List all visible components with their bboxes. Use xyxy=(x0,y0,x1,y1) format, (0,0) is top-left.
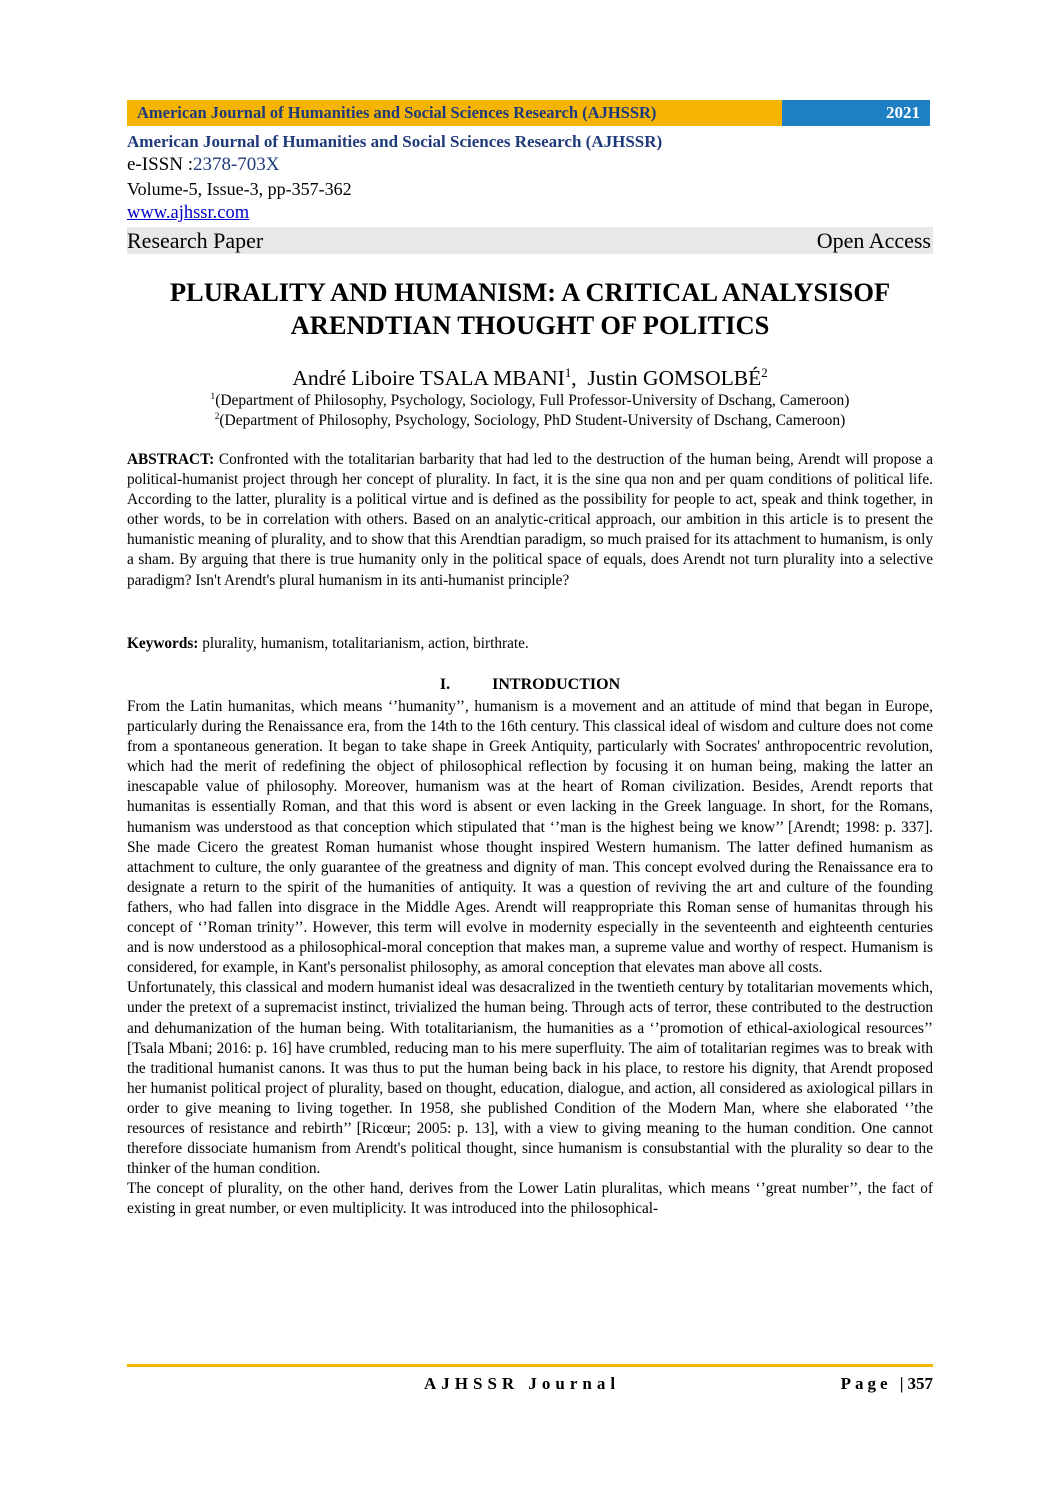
affiliation-2 xyxy=(90,408,970,430)
author-separator: , xyxy=(571,366,588,391)
title-line-2: ARENDTIAN THOUGHT OF POLITICS xyxy=(290,310,770,340)
intro-paragraph-1: From the Latin humanitas, which means ‘’humanity’’, humanism is a movement and an attitude of mind that began in Europe, particularly during the Renaissance era, from the 14th to the 16th century. This classical ideal of wisdom and culture does not come from a spontaneous generation. It began to take shape in Greek Antiquity, particularly with Socrates' anthropocentric revolution, which had the merit of redefining the object of philosophical reflection by focusing it on human being, making the latter an inescapable value of philosophy. Moreover, humanism was at the heart of Roman civilization. Besides, Arendt reports that humanitas is essentially Roman, and that this word is absent or even lacking in the Greek language. In short, for the Romans, humanism was understood as that conception which stipulated that ‘’man is the highest being we know’’ [Arendt; 1998: p. 337]. She made Cicero the greatest Roman humanist whose thought inspired Western humanism. The latter defined humanism as attachment to culture, the only guarantee of the greatness and dignity of man. This concept evolved during the Renaissance era to designate a return to the spirit of the humanities of antiquity. It was a question of reviving the art and culture of the founding fathers, who had fallen into disgrace in the Middle Ages. Arendt will reappropriate this Roman sense of humanitas through his concept of ‘’Roman trinity’’. However, this term will evolve in modernity especially in the seventeenth and eighteenth centuries and is now understood as a philosophical-moral conception that makes man, a supreme value and worthy of respect. Humanism is considered, for example, in Kant's personalist philosophy, as amoral conception that elevates man above all costs. xyxy=(127,698,933,977)
journal-website-link[interactable]: www.ajhssr.com xyxy=(127,203,250,223)
issn xyxy=(127,153,933,177)
title-line-1: PLURALITY AND HUMANISM: A CRITICAL ANALYSISOF xyxy=(169,277,891,307)
journal-name: American Journal of Humanities and Social Sciences Research (AJHSSR) xyxy=(127,132,663,151)
affiliation-2-text: (Department of Philosophy, Psychology, Sociology, PhD Student-University of Dschang, Cameroon) xyxy=(219,412,846,430)
abstract-text: Confronted with the totalitarian barbarity that had led to the destruction of the human being, Arendt will propose a political-humanist project through her concept of plurality. In fact, it is the sine qua non and per quam conditions of political life. According to the latter, plurality is a political virtue and is defined as the possibility for people to act, speak and think together, in other words, to be in correlation with others. Based on an analytic-critical approach, our ambition in this article is to present the humanistic meaning of plurality, and to show that this Arendtian paradigm, so much praised for its attachment to humanism, is only a sham. By arguing that there is true humanity only in the political space of equals, does Arendt not turn plurality into a selective paradigm? Isn't Arendt's plural humanism in its anti-humanist principle? xyxy=(127,451,933,589)
issn-value: 2378-703X xyxy=(192,154,280,175)
footer-page-number: 357 xyxy=(907,1374,933,1393)
article-title xyxy=(90,276,970,342)
keywords-label: Keywords: xyxy=(127,635,199,652)
volume-issue: Volume-5, Issue-3, pp-357-362 xyxy=(127,179,352,199)
author-2: Justin GOMSOLBÉ xyxy=(587,366,762,391)
section-heading xyxy=(127,675,933,695)
author-1-sup: 1 xyxy=(564,366,572,380)
footer-page xyxy=(841,1372,933,1396)
keywords-text: plurality, humanism, totalitarianism, action, birthrate. xyxy=(198,635,529,652)
section-number: I. xyxy=(439,676,451,693)
access-type: Open Access xyxy=(816,227,931,253)
footer-divider xyxy=(127,1364,933,1367)
abstract xyxy=(127,450,933,591)
intro-paragraph-2: Unfortunately, this classical and modern humanist ideal was desacralized in the twentieth century by totalitarian movements which, under the pretext of a supremacist instinct, trivialized the human being. Through acts of terror, these contributed to the destruction and dehumanization of the human being. With totalitarianism, the humanities as a ‘’promotion of ethical-axiological resources’’ [Tsala Mbani; 2016: p. 16] have crumbled, reducing man to his mere superfluity. The aim of totalitarian regimes was to break with the traditional humanist canons. It was thus to put the human being back in his place, to restore his dignity, that Arendt proposed her humanist political project of plurality, based on thought, education, dialogue, and action, all considered as axiological pillars in order to give meaning to living together. In 1958, she published Condition of the Modern Man, where she elaborated ‘’the resources of resistance and rebirth’’ [Ricœur; 2005: p. 13], with a view to giving meaning to the human condition. One cannot therefore dissociate humanism from Arendt's political thought, since humanism is consubstantial with the plurality so dear to the thinker of the human condition. xyxy=(127,979,933,1178)
banner-journal-name: American Journal of Humanities and Social Sciences Research (AJHSSR) xyxy=(127,100,782,126)
author-1: André Liboire TSALA MBANI xyxy=(292,366,565,391)
intro-paragraph-3: The concept of plurality, on the other hand, derives from the Lower Latin pluralitas, which means ‘’great number’’, the fact of existing in great number, or even multiplicity. It was introduced into the philosophical- xyxy=(127,1180,933,1218)
affiliation-1-sup: 1 xyxy=(210,392,216,402)
keywords xyxy=(127,634,933,654)
affiliation-1-text: (Department of Philosophy, Psychology, Sociology, Full Professor-University of Dschang, Cameroon) xyxy=(215,392,850,410)
header-banner xyxy=(127,100,930,126)
introduction-body xyxy=(127,697,933,1219)
author-2-sup: 2 xyxy=(761,366,768,380)
banner-year: 2021 xyxy=(782,100,930,126)
footer-journal: AJHSSR Journal xyxy=(424,1374,621,1393)
section-title: INTRODUCTION xyxy=(492,676,621,693)
paper-type-bar xyxy=(127,227,933,254)
paper-type: Research Paper xyxy=(127,227,264,253)
journal-info xyxy=(127,131,933,254)
abstract-label: ABSTRACT: xyxy=(127,451,215,468)
issn-label: e-ISSN : xyxy=(127,154,193,175)
footer-page-label: Page | xyxy=(840,1374,908,1393)
affiliation-2-sup: 2 xyxy=(214,412,220,422)
affiliation-1 xyxy=(90,388,970,410)
